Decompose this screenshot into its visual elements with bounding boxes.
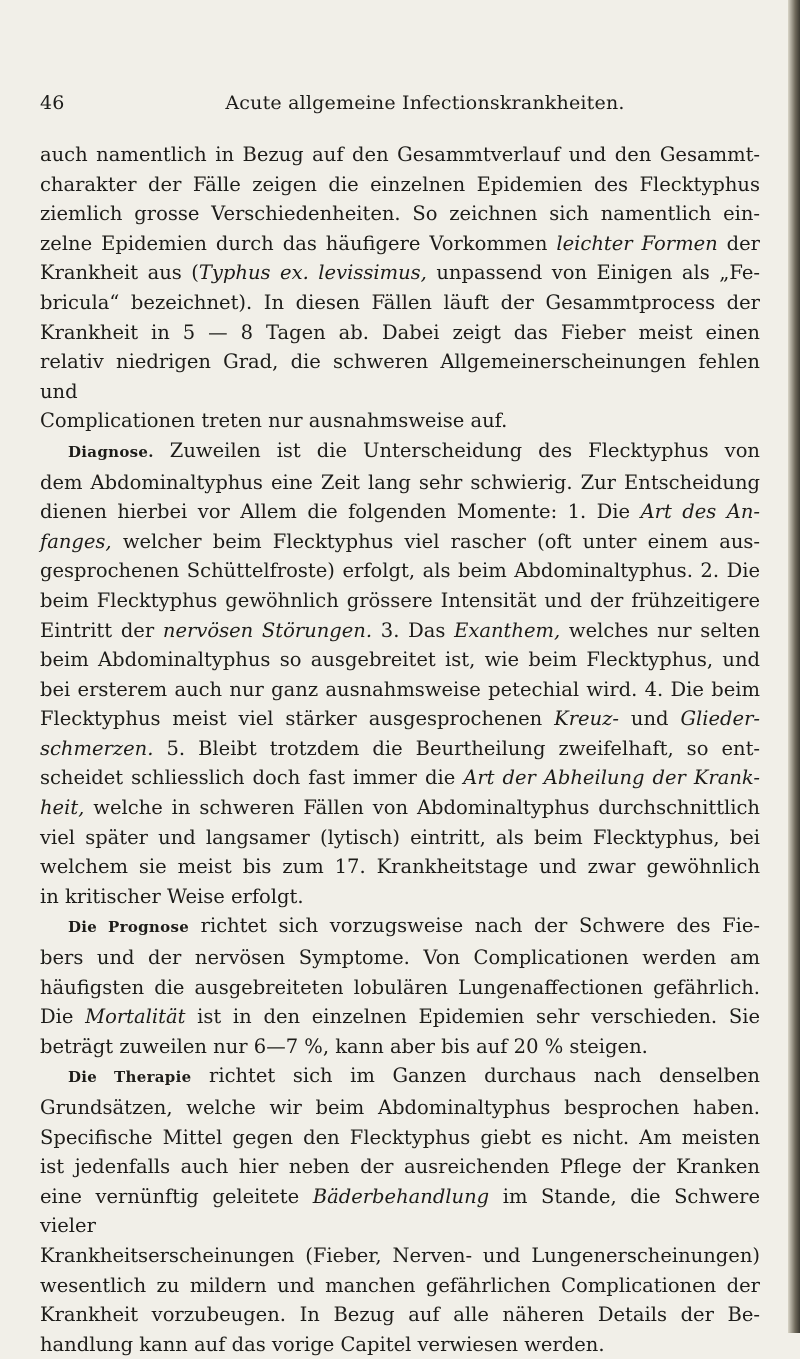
running-header xyxy=(40,92,760,122)
text-line: Diagnose. Zuweilen ist die Unterscheidung des Flecktyphus von xyxy=(68,438,760,462)
section-heading: Die Therapie xyxy=(68,1068,192,1087)
text-line: welchem sie meist bis zum 17. Krankheitstage und zwar gewöhnlich xyxy=(40,855,760,879)
text-line: häufigsten die ausgebreiteten lobulären Lungenaffectionen gefährlich. xyxy=(40,975,760,999)
text-line: Complicationen treten nur ausnahmsweise auf. xyxy=(40,409,508,433)
text-line: auch namentlich in Bezug auf den Gesammtverlauf und den Gesammt- xyxy=(40,143,760,166)
text-line: schmerzen. 5. Bleibt trotzdem die Beurtheilung zweifelhaft, so ent- xyxy=(40,736,760,760)
text-line: fanges, welcher beim Flecktyphus viel rascher (oft unter einem aus- xyxy=(40,529,760,553)
section-heading: Die Prognose xyxy=(68,918,190,937)
text-line: charakter der Fälle zeigen die einzelnen Epidemien des Flecktyphus xyxy=(40,172,760,196)
text-line: in kritischer Weise erfolgt. xyxy=(40,884,304,908)
text-line: dienen hierbei vor Allem die folgenden Momente: 1. Die Art des An- xyxy=(40,500,760,524)
text-line: Die Mortalität ist in den einzelnen Epidemien sehr verschieden. Sie xyxy=(40,1005,760,1029)
text-line: bricula“ bezeichnet). In diesen Fällen läuft der Gesammtprocess der xyxy=(40,290,760,314)
text-line: handlung kann auf das vorige Capitel verwiesen werden. xyxy=(40,1332,605,1356)
text-line: bei ersterem auch nur ganz ausnahmsweise petechial wird. 4. Die beim xyxy=(40,677,760,701)
text-line: dem Abdominaltyphus eine Zeit lang sehr schwierig. Zur Entscheidung xyxy=(40,470,760,494)
text-line: beträgt zuweilen nur 6—7 %, kann aber bis auf 20 % steigen. xyxy=(40,1034,648,1058)
text-line: bers und der nervösen Symptome. Von Complicationen werden am xyxy=(40,946,760,970)
text-line: relativ niedrigen Grad, die schweren Allgemeinerscheinungen fehlen und xyxy=(40,350,760,403)
text-line: ist jedenfalls auch hier neben der ausreichenden Pflege der Kranken xyxy=(40,1155,760,1179)
text-line: Specifische Mittel gegen den Flecktyphus giebt es nicht. Am meisten xyxy=(40,1125,760,1149)
text-line: Krankheitserscheinungen (Fieber, Nerven- und Lungenerscheinungen) xyxy=(40,1243,760,1267)
text-line: Krankheit in 5 — 8 Tagen ab. Dabei zeigt das Fieber meist einen xyxy=(40,320,760,344)
text-line: Krankheit vorzubeugen. In Bezug auf alle näheren Details der Be- xyxy=(40,1303,760,1327)
text-line: beim Flecktyphus gewöhnlich grössere Intensität und der frühzeitigere xyxy=(40,588,760,612)
section-heading: Diagnose. xyxy=(68,442,154,461)
text-line: zelne Epidemien durch das häufigere Vorkommen leichter Formen der xyxy=(40,231,760,255)
text-line: wesentlich zu mildern und manchen gefährlichen Complicationen der xyxy=(40,1273,760,1297)
page-edge xyxy=(788,0,800,1333)
text-line: beim Abdominaltyphus so ausgebreitet ist, wie beim Flecktyphus, und xyxy=(40,648,760,672)
text-line: Eintritt der nervösen Störungen. 3. Das Exanthem, welches nur selten xyxy=(40,618,761,642)
text-line: Grundsätzen, welche wir beim Abdominaltyphus besprochen haben. xyxy=(40,1096,760,1119)
text-line: ziemlich grosse Verschiedenheiten. So zeichnen sich namentlich ein- xyxy=(40,202,760,226)
text-line: viel später und langsamer (lytisch) eintritt, als beim Flecktyphus, bei xyxy=(40,825,760,849)
text-line: Die Prognose richtet sich vorzugsweise nach der Schwere des Fie- xyxy=(68,914,761,938)
text-line: Flecktyphus meist viel stärker ausgesprochenen Kreuz- und Glieder- xyxy=(40,707,760,731)
text-line: eine vernünftig geleitete Bäderbehandlung im Stande, die Schwere vieler xyxy=(40,1184,760,1238)
body-text xyxy=(40,140,760,1359)
running-title: Acute allgemeine Infectionskrankheiten. xyxy=(225,92,625,114)
page-number: 46 xyxy=(40,92,65,114)
text-line: scheidet schliesslich doch fast immer die Art der Abheilung der Krank- xyxy=(40,766,760,790)
text-line: heit, welche in schweren Fällen von Abdominaltyphus durchschnittlich xyxy=(40,796,760,820)
text-line: Krankheit aus (Typhus ex. levissimus, unpassend von Einigen als „Fe- xyxy=(40,261,760,285)
text-line: gesprochenen Schüttelfroste) erfolgt, als beim Abdominaltyphus. 2. Die xyxy=(40,559,760,583)
text-line: Die Therapie richtet sich im Ganzen durchaus nach denselben xyxy=(68,1064,760,1088)
